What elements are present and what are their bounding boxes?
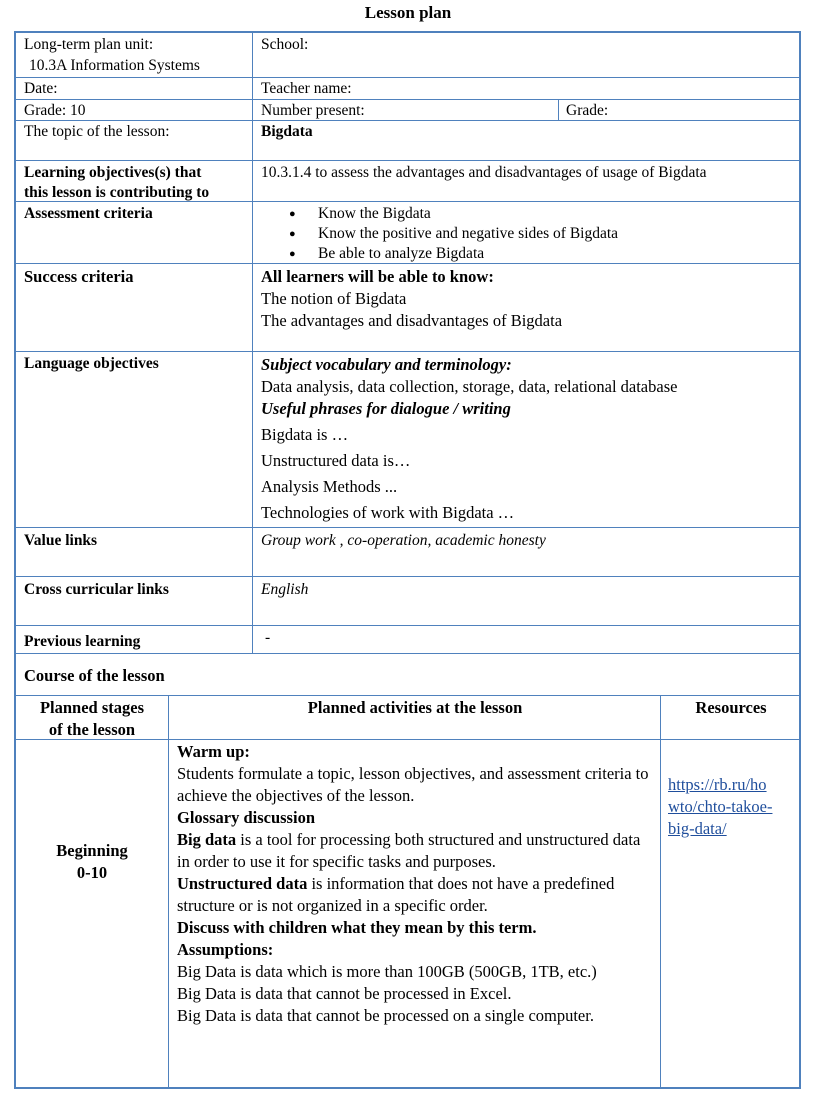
- success-content: [261, 266, 562, 332]
- assumptions-heading: Assumptions:: [177, 940, 274, 959]
- grade-label: Grade: 10: [24, 102, 86, 119]
- unit-value: 10.3A Information Systems: [29, 57, 200, 74]
- learning-objectives-value: 10.3.1.4 to assess the advantages and disadvantages of usage of Bigdata: [261, 164, 707, 181]
- assumption-item: Big Data is data that cannot be processed on a single computer.: [177, 1006, 594, 1025]
- stage-name: Beginning: [56, 841, 128, 860]
- success-label: Success criteria: [24, 267, 134, 286]
- unstructured-data-definition: Unstructured data is information that does not have a predefined structure or is not organized in a specific order.: [177, 874, 615, 915]
- stage-beginning: [17, 840, 167, 884]
- success-item: The advantages and disadvantages of Bigdata: [261, 311, 563, 330]
- date-label: Date:: [24, 80, 58, 97]
- language-label: Language objectives: [24, 355, 159, 372]
- grade2-label: Grade:: [566, 102, 609, 119]
- big-data-definition: Big data is a tool for processing both structured and unstructured data in order to use it for specific tasks and purposes.: [177, 830, 641, 871]
- value-links-value: Group work , co-operation, academic honesty: [261, 532, 546, 549]
- phrase-item: Unstructured data is…: [261, 451, 411, 470]
- col-header-activities: Planned activities at the lesson: [307, 698, 523, 717]
- unit-label: Long-term plan unit:: [24, 36, 154, 53]
- discuss-text: Discuss with children what they mean by this term.: [177, 918, 537, 937]
- topic-value: Bigdata: [261, 123, 313, 140]
- warm-up-heading: Warm up:: [177, 742, 250, 761]
- page-title: Lesson plan: [364, 3, 452, 22]
- assessment-list: [261, 204, 781, 264]
- school-label: School:: [261, 36, 309, 53]
- success-item: The notion of Bigdata: [261, 289, 407, 308]
- assumption-item: Big Data is data which is more than 100GB (500GB, 1TB, etc.): [177, 962, 597, 981]
- stage-time: 0-10: [76, 863, 108, 882]
- col-header-stages: Planned stages of the lesson: [39, 698, 145, 739]
- cross-curricular-value: English: [261, 581, 309, 598]
- previous-learning-value: -: [265, 629, 271, 646]
- language-content: [261, 354, 786, 524]
- assumption-item: Big Data is data that cannot be processed in Excel.: [177, 984, 512, 1003]
- phrase-item: Technologies of work with Bigdata …: [261, 503, 515, 522]
- resource-link[interactable]: [668, 774, 798, 840]
- resource-link-url[interactable]: https://rb.ru/ho wto/chto-takoe- big-data/: [668, 775, 773, 838]
- assessment-item: ● Know the positive and negative sides of Bigdata: [261, 224, 781, 244]
- warm-up-text: Students formulate a topic, lesson objectives, and assessment criteria to achieve the objectives of the lesson.: [177, 764, 649, 805]
- value-links-label: Value links: [24, 532, 98, 549]
- col-header-resources: Resources: [695, 698, 767, 717]
- vocab-text: Data analysis, data collection, storage, data, relational database: [261, 377, 678, 396]
- cross-curricular-label: Cross curricular links: [24, 581, 169, 598]
- teacher-label: Teacher name:: [261, 80, 352, 97]
- previous-learning-label: Previous learning: [24, 633, 141, 650]
- vocab-heading: Subject vocabulary and terminology:: [261, 355, 512, 374]
- learning-objectives-label: Learning objectives(s) that this lesson is contributing to: [24, 164, 210, 201]
- phrase-item: Bigdata is …: [261, 425, 349, 444]
- assessment-item: ● Know the Bigdata: [261, 204, 781, 224]
- glossary-heading: Glossary discussion: [177, 808, 315, 827]
- phrase-item: Analysis Methods ...: [261, 477, 398, 496]
- topic-label: The topic of the lesson:: [24, 123, 170, 140]
- activities-content: [177, 741, 655, 1027]
- number-present-label: Number present:: [261, 102, 365, 119]
- course-heading: Course of the lesson: [24, 666, 165, 685]
- assessment-item: ● Be able to analyze Bigdata: [261, 244, 781, 264]
- assessment-label: Assessment criteria: [24, 205, 153, 222]
- phrases-heading: Useful phrases for dialogue / writing: [261, 399, 511, 418]
- success-heading: All learners will be able to know:: [261, 267, 494, 286]
